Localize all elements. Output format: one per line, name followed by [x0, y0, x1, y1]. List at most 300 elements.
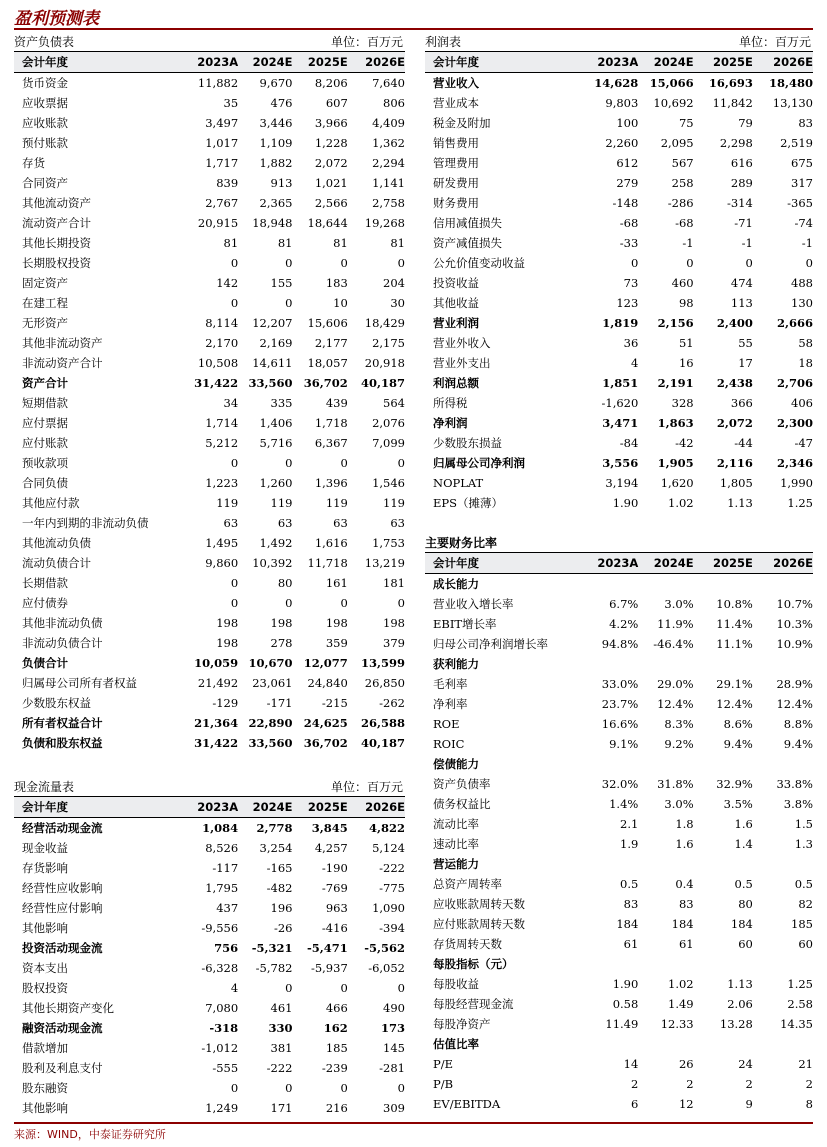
cell-value: 466 [325, 1001, 348, 1015]
year-header: 2025E [307, 800, 348, 814]
row-label: 投资活动现金流 [22, 941, 103, 955]
cell-value: 0 [285, 456, 293, 470]
unit-label: 单位：百万元 [330, 780, 403, 794]
row-label: 预付账款 [22, 136, 68, 150]
cell-value: 4,822 [368, 821, 405, 835]
cell-value: 2,400 [716, 316, 753, 330]
cell-value: 33,560 [248, 376, 293, 390]
cell-value: 198 [325, 616, 348, 630]
cell-value: 11.49 [605, 1017, 639, 1031]
cell-value: 0.5 [794, 877, 813, 891]
cell-value: 29.1% [716, 677, 753, 691]
row-label: 货币资金 [22, 76, 68, 90]
row-label: 在建工程 [22, 296, 68, 310]
row-label: 经营活动现金流 [22, 821, 103, 835]
table-row [425, 714, 813, 734]
cell-value: 1,223 [205, 476, 239, 490]
table-row [14, 153, 405, 173]
cell-value: 0 [285, 1081, 293, 1095]
row-label: 少数股东权益 [22, 696, 91, 710]
row-label: 归属母公司净利润 [433, 456, 525, 470]
cell-value: 40,187 [360, 736, 405, 750]
table-row [14, 918, 405, 938]
header-label: 会计年度 [433, 556, 479, 570]
cell-value: -26 [273, 921, 293, 935]
row-label: 资产减值损失 [433, 236, 502, 250]
table-row [14, 713, 405, 733]
cell-value: 612 [616, 156, 639, 170]
cell-value: 184 [616, 917, 639, 931]
row-label: 净利率 [433, 697, 468, 711]
year-header: 2026E [365, 55, 405, 69]
table-row [425, 433, 813, 453]
cell-value: 0 [397, 981, 405, 995]
table-row [425, 874, 813, 894]
cell-value: 1,021 [314, 176, 348, 190]
cell-value: 0 [340, 596, 348, 610]
cell-value: 83 [678, 897, 694, 911]
cell-value: 8,114 [205, 316, 239, 330]
cell-value: 1.4 [734, 837, 753, 851]
cell-value: 3,254 [259, 841, 293, 855]
cell-value: 1.8 [675, 817, 694, 831]
cell-value: 2,300 [776, 416, 813, 430]
cell-value: 11.4% [716, 617, 753, 631]
cell-value: 0 [285, 981, 293, 995]
cell-value: 4.2% [609, 617, 639, 631]
table-row [14, 1078, 405, 1098]
table-title: 资产负债表 [14, 35, 75, 49]
cell-value: 9.1% [609, 737, 639, 751]
cell-value: 2,076 [372, 416, 405, 430]
cell-value: 1,753 [372, 536, 405, 550]
cell-value: 75 [678, 116, 694, 130]
cell-value: 0.5 [620, 877, 639, 891]
cell-value: 60 [798, 937, 813, 951]
row-label: 少数股东损益 [433, 436, 502, 450]
cell-value: 23.7% [601, 697, 639, 711]
cell-value: 1.13 [727, 977, 753, 991]
cell-value: 1,228 [314, 136, 348, 150]
cell-value: 14,611 [252, 356, 293, 370]
row-label: 应收账款周转天数 [433, 897, 525, 911]
cell-value: 12.33 [660, 1017, 694, 1031]
cell-value: 437 [216, 901, 239, 915]
category-row [425, 854, 813, 874]
cell-value: 488 [791, 276, 813, 290]
cell-value: 18,057 [307, 356, 348, 370]
row-label: 税金及附加 [433, 116, 491, 130]
cell-value: 7,080 [205, 1001, 239, 1015]
balance-sheet-table [14, 32, 405, 753]
cell-value: 31,422 [194, 376, 239, 390]
table-row [425, 393, 813, 413]
row-label: 合同负债 [22, 476, 68, 490]
cell-value: 183 [325, 276, 348, 290]
cell-value: 330 [268, 1021, 293, 1035]
cell-value: 3.5% [723, 797, 753, 811]
cell-value: 0 [340, 981, 348, 995]
cell-value: 2,260 [605, 136, 639, 150]
row-label: 融资活动现金流 [22, 1021, 103, 1035]
cell-value: -222 [379, 861, 405, 875]
table-row [425, 373, 813, 393]
row-label: 流动资产合计 [22, 216, 91, 230]
table-row [14, 493, 405, 513]
cell-value: 1,090 [372, 901, 405, 915]
cell-value: 10,692 [653, 96, 694, 110]
cell-value: 79 [738, 116, 753, 130]
row-label: EBIT增长率 [433, 617, 497, 631]
cell-value: 4 [630, 356, 639, 370]
cell-value: 81 [333, 236, 348, 250]
row-label: 每股指标（元） [433, 957, 514, 971]
cell-value: 61 [678, 937, 694, 951]
table-row [425, 974, 813, 994]
row-label: 股利及利息支付 [22, 1061, 103, 1075]
financial-ratios-table [425, 533, 813, 1114]
row-label: 其他影响 [22, 1101, 68, 1115]
row-label: 资本支出 [22, 961, 68, 975]
row-label: 每股收益 [433, 977, 479, 991]
cell-value: 34 [223, 396, 239, 410]
cell-value: 12,077 [303, 656, 348, 670]
row-label: 其他影响 [22, 921, 68, 935]
cell-value: 1,620 [660, 476, 694, 490]
cell-value: 63 [333, 516, 348, 530]
cell-value: 1,546 [372, 476, 405, 490]
row-label: 其他收益 [433, 296, 479, 310]
cell-value: 0 [340, 256, 348, 270]
cell-value: -190 [321, 861, 348, 875]
cell-value: -365 [787, 196, 813, 210]
cell-value: 173 [380, 1021, 405, 1035]
cell-value: 81 [277, 236, 293, 250]
cell-value: 0 [397, 456, 405, 470]
cell-value: 22,890 [248, 716, 293, 730]
cell-value: 26 [678, 1057, 694, 1071]
cell-value: 1,882 [259, 156, 293, 170]
cell-value: 198 [383, 616, 405, 630]
row-label: 存货 [22, 156, 45, 170]
cell-value: 94.8% [601, 637, 639, 651]
row-label: 净利润 [433, 416, 468, 430]
cell-value: 10 [333, 296, 348, 310]
cell-value: 10.9% [776, 637, 813, 651]
row-label: 无形资产 [22, 316, 68, 330]
cell-value: 2,116 [716, 456, 753, 470]
row-label: NOPLAT [433, 476, 484, 490]
row-label: 其他长期资产变化 [22, 1001, 114, 1015]
row-label: 所得税 [433, 396, 468, 410]
cell-value: 1.02 [668, 977, 694, 991]
cell-value: -47 [794, 436, 813, 450]
table-row [425, 273, 813, 293]
cell-value: -262 [379, 696, 405, 710]
cell-value: -5,937 [310, 961, 348, 975]
cell-value: 196 [270, 901, 293, 915]
cell-value: 0.5 [734, 877, 753, 891]
header-label: 会计年度 [22, 55, 68, 69]
cell-value: -5,562 [364, 941, 405, 955]
row-label: 营业成本 [433, 96, 479, 110]
row-label: 现金收益 [22, 841, 68, 855]
header-row [14, 797, 405, 818]
table-row [14, 938, 405, 958]
table-row [425, 193, 813, 213]
cell-value: 9.2% [664, 737, 694, 751]
table-row [14, 898, 405, 918]
year-header: 2025E [307, 55, 348, 69]
row-label: 其他长期投资 [22, 236, 91, 250]
cell-value: 8.6% [723, 717, 753, 731]
cell-value: 20,915 [197, 216, 239, 230]
table-row [425, 1054, 813, 1074]
table-row [425, 794, 813, 814]
cell-value: -74 [794, 216, 813, 230]
cell-value: -165 [266, 861, 293, 875]
cell-value: 12,207 [252, 316, 293, 330]
cell-value: -68 [675, 216, 694, 230]
cell-value: 839 [216, 176, 239, 190]
cell-value: 2,365 [259, 196, 293, 210]
table-row [14, 73, 405, 93]
cell-value: 9,670 [259, 76, 293, 90]
row-label: 每股净资产 [433, 1017, 491, 1031]
row-label: EV/EBITDA [433, 1097, 501, 1111]
cell-value: 1,714 [205, 416, 239, 430]
cell-value: -33 [619, 236, 639, 250]
row-label: 长期股权投资 [22, 256, 91, 270]
table-row [425, 934, 813, 954]
cell-value: 0 [397, 1081, 405, 1095]
cell-value: 119 [325, 496, 348, 510]
year-header: 2024E [653, 556, 694, 570]
row-label: 营业利润 [433, 316, 479, 330]
cell-value: -286 [667, 196, 694, 210]
cell-value: 36,702 [303, 376, 348, 390]
cell-value: 2,767 [205, 196, 239, 210]
cell-value: 36 [623, 336, 639, 350]
cell-value: 675 [791, 156, 813, 170]
cell-value: 51 [678, 336, 694, 350]
source-note: 来源：WIND，中泰证券研究所 [14, 1122, 813, 1142]
table-row [14, 293, 405, 313]
cell-value: 73 [623, 276, 639, 290]
table-row [14, 693, 405, 713]
cell-value: 1,990 [780, 476, 813, 490]
income-statement-title-bar [425, 32, 813, 52]
cell-value: 258 [671, 176, 694, 190]
row-label: P/B [433, 1077, 454, 1091]
cell-value: -239 [321, 1061, 348, 1075]
cell-value: -5,782 [255, 961, 293, 975]
cell-value: 2,298 [719, 136, 753, 150]
cell-value: 142 [216, 276, 239, 290]
row-label: 信用减值损失 [433, 216, 502, 230]
cell-value: 123 [616, 296, 639, 310]
cell-value: 1.5 [794, 817, 813, 831]
table-row [425, 694, 813, 714]
category-row [425, 954, 813, 974]
table-row [14, 473, 405, 493]
cell-value: 3.0% [664, 597, 694, 611]
cell-value: 184 [730, 917, 753, 931]
cell-value: 0 [285, 596, 293, 610]
unit-label: 单位：百万元 [330, 35, 403, 49]
table-row [14, 1038, 405, 1058]
table-row [14, 93, 405, 113]
cell-value: -394 [379, 921, 405, 935]
cell-value: 1.25 [787, 977, 813, 991]
cell-value: 184 [671, 917, 694, 931]
year-header: 2025E [712, 556, 753, 570]
cell-value: 63 [390, 516, 405, 530]
table-row [14, 1018, 405, 1038]
cell-value: -1 [682, 236, 694, 250]
table-row [425, 834, 813, 854]
cell-value: 12 [678, 1097, 694, 1111]
table-row [14, 573, 405, 593]
cell-value: 1,017 [205, 136, 239, 150]
cash-flow-table [14, 777, 405, 1118]
cell-value: 216 [325, 1101, 348, 1115]
cell-value: 14 [623, 1057, 639, 1071]
cell-value: 2,566 [314, 196, 348, 210]
cell-value: 20,918 [364, 356, 405, 370]
table-row [425, 774, 813, 794]
cell-value: 21,492 [197, 676, 239, 690]
row-label: 归母公司净利润增长率 [433, 637, 548, 651]
cell-value: 289 [730, 176, 753, 190]
cell-value: 16 [678, 356, 694, 370]
cell-value: 18,429 [364, 316, 405, 330]
row-label: 短期借款 [22, 396, 68, 410]
cell-value: 12.4% [716, 697, 753, 711]
cell-value: 83 [798, 116, 813, 130]
table-row [425, 233, 813, 253]
cell-value: 366 [730, 396, 753, 410]
table-row [14, 393, 405, 413]
table-row [14, 133, 405, 153]
cell-value: 119 [270, 496, 293, 510]
table-row [425, 353, 813, 373]
page-title: 盈利预测表 [14, 9, 99, 29]
unit-label: 单位：百万元 [738, 35, 811, 49]
cell-value: 61 [623, 937, 639, 951]
table-row [425, 253, 813, 273]
cell-value: 26,588 [360, 716, 405, 730]
cell-value: 328 [671, 396, 694, 410]
balance-sheet-title-bar [14, 32, 405, 52]
cell-value: 439 [325, 396, 348, 410]
cell-value: 2,169 [259, 336, 293, 350]
cell-value: 0 [745, 256, 753, 270]
table-row [14, 978, 405, 998]
title-rule [14, 28, 813, 30]
cell-value: 0 [630, 256, 639, 270]
cell-value: 10,392 [252, 556, 293, 570]
row-label: 研发费用 [433, 176, 479, 190]
cell-value: 474 [730, 276, 753, 290]
row-label: 成长能力 [433, 577, 479, 591]
cell-value: 162 [323, 1021, 348, 1035]
cell-value: 10,059 [194, 656, 239, 670]
header-row [14, 52, 405, 73]
cell-value: 9.4% [783, 737, 813, 751]
cell-value: 10.8% [716, 597, 753, 611]
table-row [14, 273, 405, 293]
cell-value: 0 [686, 256, 694, 270]
cell-value: 82 [798, 897, 813, 911]
cell-value: 81 [390, 236, 405, 250]
cell-value: 756 [214, 941, 239, 955]
table-row [14, 858, 405, 878]
cell-value: 564 [383, 396, 405, 410]
row-label: 营运能力 [433, 857, 479, 871]
table-row [425, 734, 813, 754]
cell-value: 1,260 [259, 476, 293, 490]
cell-value: 616 [730, 156, 753, 170]
cell-value: 12.4% [776, 697, 813, 711]
cell-value: 0 [230, 596, 239, 610]
row-label: 经营性应收影响 [22, 881, 103, 895]
cell-value: 1,819 [602, 316, 639, 330]
cell-value: -6,328 [201, 961, 239, 975]
cell-value: -68 [619, 216, 639, 230]
cell-value: 0 [805, 256, 813, 270]
cell-value: 24 [738, 1057, 753, 1071]
cell-value: 1,406 [259, 416, 293, 430]
table-row [425, 994, 813, 1014]
cell-value: 35 [223, 96, 239, 110]
table-row [14, 958, 405, 978]
cell-value: 185 [325, 1041, 348, 1055]
table-row [14, 818, 405, 838]
table-title: 现金流量表 [14, 780, 75, 794]
cell-value: -416 [321, 921, 348, 935]
cell-value: 2,758 [372, 196, 405, 210]
cell-value: 10.3% [776, 617, 813, 631]
cell-value: 309 [383, 1101, 405, 1115]
cell-value: 0 [230, 576, 239, 590]
row-label: 非流动负债合计 [22, 636, 103, 650]
table-row [14, 313, 405, 333]
year-header: 2026E [365, 800, 405, 814]
cell-value: 1.25 [787, 496, 813, 510]
cell-value: 36,702 [303, 736, 348, 750]
table-row [425, 213, 813, 233]
year-header: 2023A [597, 55, 639, 69]
cell-value: 100 [616, 116, 639, 130]
header-row [425, 553, 813, 574]
cell-value: 63 [277, 516, 293, 530]
cell-value: 4,257 [314, 841, 348, 855]
table-row [14, 838, 405, 858]
table-row [425, 453, 813, 473]
cell-value: 1,805 [719, 476, 753, 490]
cell-value: 8.3% [664, 717, 694, 731]
row-label: 股东融资 [22, 1081, 68, 1095]
cell-value: 1.3 [794, 837, 813, 851]
cell-value: 31,422 [194, 736, 239, 750]
cell-value: 0 [397, 256, 405, 270]
cell-value: -215 [321, 696, 348, 710]
cell-value: -775 [379, 881, 405, 895]
row-label: 应收账款 [22, 116, 68, 130]
cell-value: -1,012 [201, 1041, 239, 1055]
cell-value: 2,072 [716, 416, 753, 430]
